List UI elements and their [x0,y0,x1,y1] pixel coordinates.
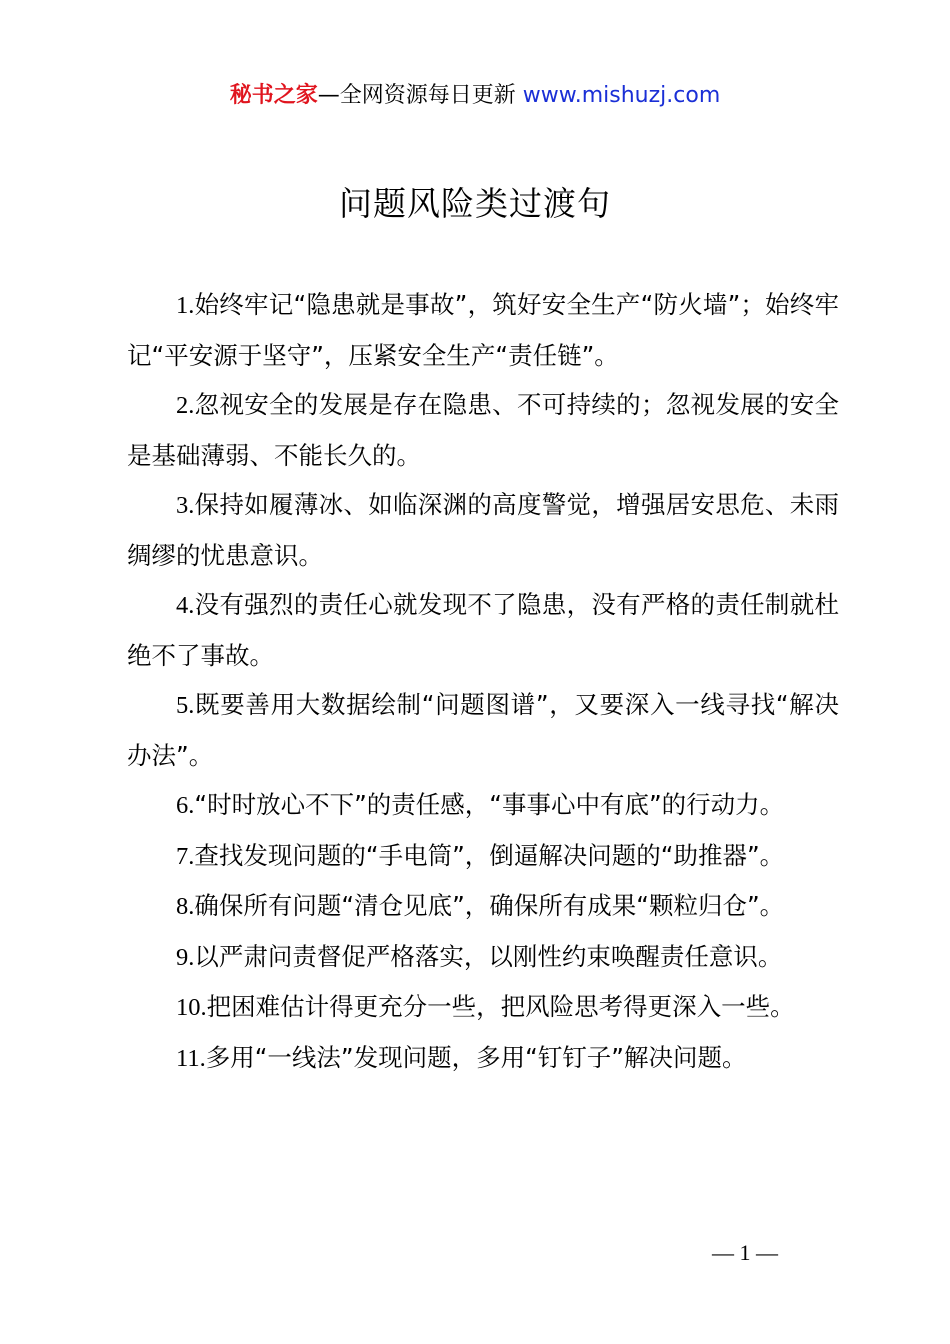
list-item [127,280,839,380]
list-item [127,780,839,831]
item-number: 5. [176,692,195,719]
item-number: 1. [176,292,195,319]
list-item [127,580,839,680]
item-number: 10. [176,994,207,1021]
item-number: 8. [176,893,195,920]
item-number: 4. [176,592,195,619]
list-item [127,982,839,1033]
page-number: — 1 — [712,1240,778,1265]
item-text: 既要善用大数据绘制“问题图谱”，又要深入一线寻找“解决办法”。 [127,690,839,770]
site-header [0,80,950,112]
item-text: 把困难估计得更充分一些，把风险思考得更深入一些。 [206,992,795,1021]
site-url: www.mishuzj.com [522,83,721,108]
item-text: 始终牢记“隐患就是事故”，筑好安全生产“防火墙”；始终牢记“平安源于坚守”，压紧安全生产“责任链”。 [127,290,839,370]
list-item [127,1033,839,1084]
item-number: 2. [176,392,195,419]
item-text: 多用“一线法”发现问题，多用“钉钉子”解决问题。 [205,1042,747,1072]
item-text: 确保所有问题“清仓见底”，确保所有成果“颗粒归仓”。 [194,891,785,920]
item-number: 6. [176,792,195,819]
item-number: 9. [176,943,195,971]
list-item [127,932,839,983]
list-item [127,831,839,882]
list-item [127,480,839,580]
item-number: 11. [176,1044,206,1072]
item-text: 查找发现问题的“手电筒”，倒逼解决问题的“助推器”。 [194,840,785,870]
list-item [127,881,839,932]
item-text: 没有强烈的责任心就发现不了隐患，没有严格的责任制就杜绝不了事故。 [127,590,839,670]
item-number: 3. [176,492,195,519]
header-tagline: —全网资源每日更新 [317,83,523,108]
list-item [127,680,839,780]
item-text: “时时放心不下”的责任感，“事事心中有底”的行动力。 [194,790,785,819]
list-item [127,380,839,480]
item-text: 忽视安全的发展是存在隐患、不可持续的；忽视发展的安全是基础薄弱、不能长久的。 [127,390,839,470]
item-text: 以严肃问责督促严格落实，以刚性约束唤醒责任意识。 [194,941,783,971]
brand-name: 秘书之家 [229,83,318,108]
item-number: 7. [176,842,195,870]
document-body [127,280,839,1083]
item-text: 保持如履薄冰、如临深渊的高度警觉，增强居安思危、未雨绸缪的忧患意识。 [127,490,839,570]
document-title: 问题风险类过渡句 [339,184,611,223]
